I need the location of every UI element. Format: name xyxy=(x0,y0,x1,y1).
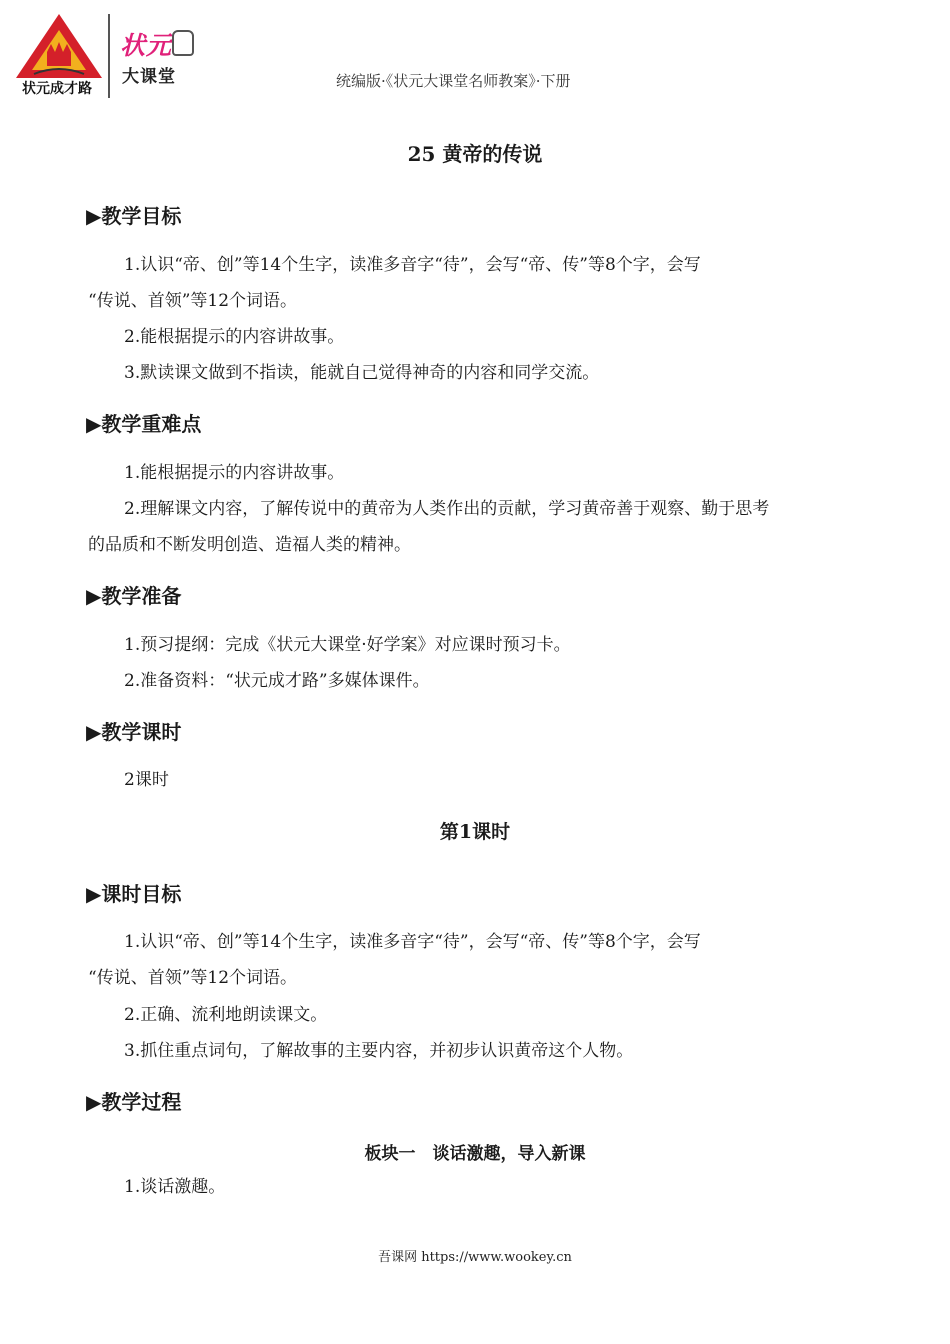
brand-line2: 大课堂 xyxy=(122,67,176,87)
goals-item-1: 1.认识“帝、创”等14个生字，读准多音字“待”，会写“帝、传”等8个字，会写 xyxy=(124,255,701,275)
heading-lesson-goals: ▶课时目标 xyxy=(86,882,182,906)
lesson-goals-item-1-cont: “传说、首领”等12个词语。 xyxy=(88,968,298,988)
thumbs-up-icon xyxy=(172,30,194,56)
keypoints-item-2: 2.理解课文内容，了解传说中的黄帝为人类作出的贡献，学习黄帝善于观察、勤于思考 xyxy=(124,499,770,519)
page-title: 25 黄帝的传说 xyxy=(407,142,543,166)
lesson-goals-item-2: 2.正确、流利地朗读课文。 xyxy=(124,1005,328,1025)
brand-mark xyxy=(114,22,202,92)
heading-process: ▶教学过程 xyxy=(86,1090,182,1114)
goals-item-1-cont: “传说、首领”等12个词语。 xyxy=(88,291,298,311)
heading-teaching-goals: ▶教学目标 xyxy=(86,204,182,228)
goals-item-3: 3.默读课文做到不指读，能就自己觉得神奇的内容和同学交流。 xyxy=(124,363,600,383)
process-item-1: 1.谈话激趣。 xyxy=(124,1177,226,1197)
periods-text: 2课时 xyxy=(124,770,169,790)
block1-title: 板块一 谈话激趣，导入新课 xyxy=(364,1144,586,1164)
prep-item-1: 1.预习提纲：完成《状元大课堂·好学案》对应课时预习卡。 xyxy=(124,635,571,655)
footer-link[interactable]: 吾课网 https://www.wookey.cn xyxy=(378,1250,572,1265)
logo-text: 状元成才路 xyxy=(22,81,92,97)
keypoints-item-1: 1.能根据提示的内容讲故事。 xyxy=(124,463,345,483)
heading-preparation: ▶教学准备 xyxy=(86,584,182,608)
logo xyxy=(14,12,104,98)
goals-item-2: 2.能根据提示的内容讲故事。 xyxy=(124,327,345,347)
lesson-goals-item-3: 3.抓住重点词句，了解故事的主要内容，并初步认识黄帝这个人物。 xyxy=(124,1041,634,1061)
lesson1-title: 第1课时 xyxy=(439,821,511,843)
keypoints-item-2-cont: 的品质和不断发明创造、造福人类的精神。 xyxy=(88,535,411,555)
header-caption: 统编版·《状元大课堂名师教案》·下册 xyxy=(336,72,571,90)
header-divider xyxy=(108,14,110,98)
heading-key-points: ▶教学重难点 xyxy=(86,412,202,436)
brand-line1: 状元 xyxy=(120,31,173,60)
prep-item-2: 2.准备资料：“状元成才路”多媒体课件。 xyxy=(124,671,430,691)
heading-periods: ▶教学课时 xyxy=(86,720,182,744)
lesson-goals-item-1: 1.认识“帝、创”等14个生字，读准多音字“待”，会写“帝、传”等8个字，会写 xyxy=(124,932,701,952)
